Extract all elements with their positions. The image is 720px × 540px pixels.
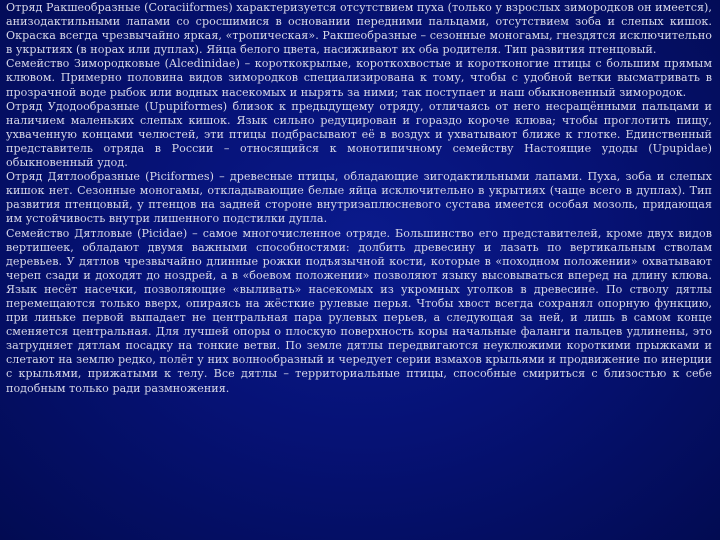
text-body	[6, 1, 712, 396]
paragraph-alcedinidae: Семейство Зимородковые (Alcedinidae) – короткокрылые, короткохвостые и коротконогие птицы с большим прямым клювом. Примерно половина видов зимородков специализирована к тому, чтобы с удобной ветки высматривать в прозрачной воде рыбок или водных насекомых и нырять за ними; так поступает и наш обыкновенный зимородок.	[6, 57, 712, 99]
paragraph-coraciiformes: Отряд Ракшеобразные (Coraciiformes) характеризуется отсутствием пуха (только у взрослых зимородков он имеется), анизодактильными лапами со сросшимися в основании передними пальцами, отсутствием зоба и слепых кишок. Окраска всегда чрезвычайно яркая, «тропическая». Ракшеобразные – сезонные моногамы, гнездятся исключительно в укрытиях (в норах или дуплах). Яйца белого цвета, насиживают их оба родителя. Тип развития птенцовый.	[6, 1, 712, 57]
paragraph-piciformes: Отряд Дятлообразные (Piciformes) – древесные птицы, обладающие зигодактильными лапами. Пуха, зоба и слепых кишок нет. Сезонные моногамы, откладывающие белые яйца исключительно в укрытиях (чаще всего в дуплах). Тип развития птенцовый, у птенцов на задней стороне внутриэаплюсневого сустава имеется особая мозоль, придающая им устойчивость внутри лишенного подстилки дупла.	[6, 170, 712, 226]
paragraph-picidae: Семейство Дятловые (Picidae) – самое многочисленное отряде. Большинство его представителей, кроме двух видов вертишеек, обладают двумя важными способностями: долбить древесину и лазать по вертикальным стволам деревьев. У дятлов чрезвычайно длинные рожки подъязычной кости, которые в «походном положении» охватывают череп сзади и доходят до ноздрей, а в «боевом положении» позволяют языку высовываться вперед на длину клюва. Язык несёт насечки, позволяющие «выливать» насекомых из укромных уголков в древесине. По стволу дятлы перемещаются только вверх, опираясь на жёсткие рулевые перья. Чтобы хвост всегда сохранял опорную функцию, при линьке первой выпадает не центральная пара рулевых перьев, а следующая за ней, и лишь в самом конце сменяется центральная. Для лучшей опоры о плоскую поверхность коры начальные фаланги пальцев удлинены, это затрудняет дятлам посадку на тонкие ветви. По земле дятлы передвигаются неуклюжими короткими прыжками и слетают на землю редко, полёт у них волнообразный и чередует серии взмахов крыльями и продвижение по инерции с крыльями, прижатыми к телу. Все дятлы – территориальные птицы, способные смириться с близостью к себе подобным только ради размножения.	[6, 226, 712, 395]
paragraph-upupiformes: Отряд Удодообразные (Upupiformes) близок к предыдущему отряду, отличаясь от него несращёнными пальцами и наличием маленьких слепых кишок. Язык сильно редуцирован и гораздо короче клюва; чтобы проглотить пищу, ухваченную концами челюстей, эти птицы подбрасывают её в воздух и ухватывают ближе к глотке. Единственный представитель отряда в России – относящийся к монотипичному семейству Настоящие удоды (Upupidae) обыкновенный удод.	[6, 99, 712, 170]
